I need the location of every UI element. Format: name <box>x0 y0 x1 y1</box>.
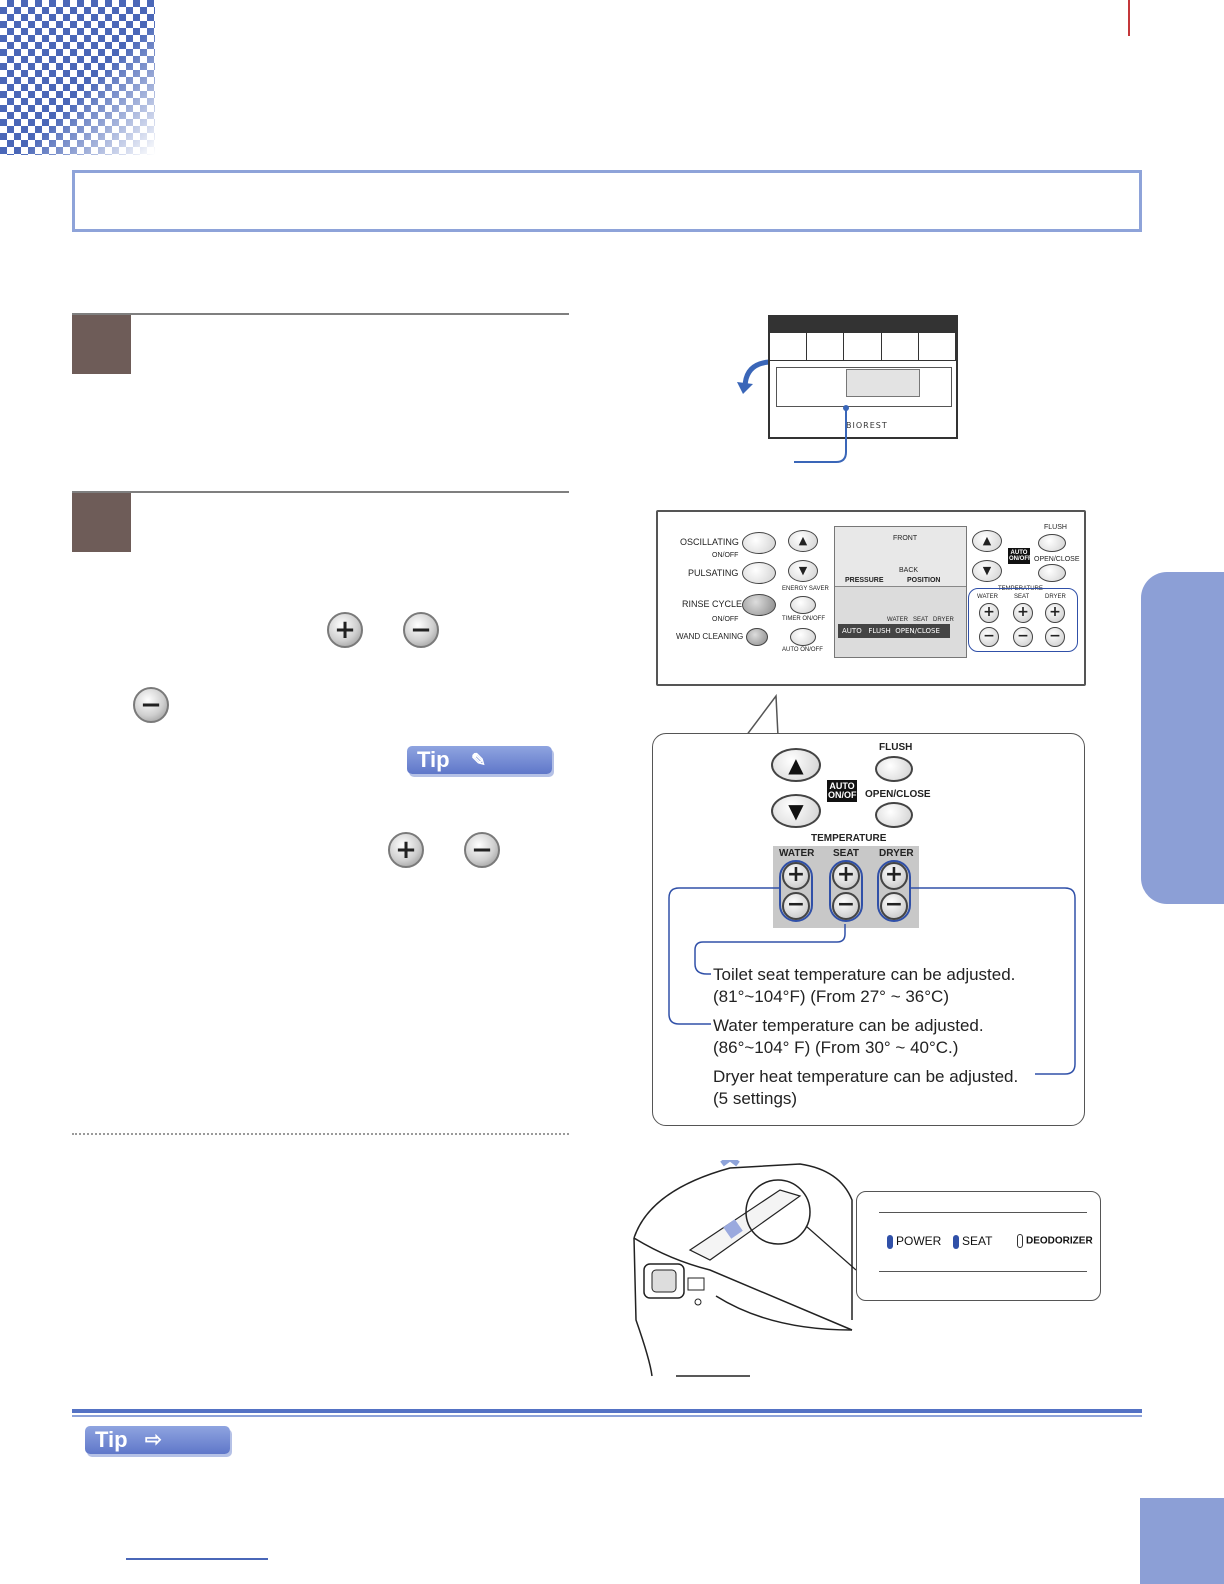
temperature-zoom-callout <box>652 733 1085 1126</box>
wand-cleaning-label: WAND CLEANING <box>676 632 744 641</box>
panel-flush-label: FLUSH <box>1044 524 1067 531</box>
panel-temp-dryer-label: DRYER <box>1045 594 1066 600</box>
zoom-open-close-label: OPEN/CLOSE <box>865 789 931 800</box>
step-1-number-block <box>72 315 131 374</box>
auto-tag-bottom: ON/OFF <box>828 790 862 800</box>
remote-leader-line <box>792 404 852 466</box>
dryer-temp-line2: (5 settings) <box>713 1089 798 1108</box>
toilet-seat-illustration <box>630 1160 860 1380</box>
step-2-rule <box>72 491 569 493</box>
lcd-back-label: BACK <box>899 567 919 574</box>
lid-up-arrow-icon: ▲ <box>972 530 1002 552</box>
footer-underline <box>126 1558 268 1560</box>
panel-flush-button <box>1038 534 1066 552</box>
pressure-down-arrow-icon: ▼ <box>788 560 818 582</box>
panel-temperature-group <box>968 588 1078 652</box>
remote-top-strip <box>770 317 956 333</box>
tip-badge-bottom <box>85 1426 230 1454</box>
lcd-front-label: FRONT <box>893 535 918 542</box>
minus-button-icon: − <box>464 832 500 868</box>
lcd-status-bar <box>838 624 950 638</box>
panel-auto-onoff-tag: AUTO ON/OFF <box>1009 550 1032 562</box>
zoom-seat-minus-icon: − <box>832 892 860 920</box>
seat-temp-description <box>713 964 1015 1008</box>
lcd-water-label: WATER <box>887 617 908 623</box>
lcd-auto-label: AUTO <box>842 627 862 635</box>
panel-dryer-minus-icon: − <box>1045 627 1065 647</box>
zoom-seat-label: SEAT <box>833 848 859 859</box>
lcd-flush-label: FLUSH <box>868 627 891 635</box>
panel-temperature-label: TEMPERATURE <box>998 586 1043 592</box>
energy-saver-label: ENERGY SAVER <box>782 586 829 592</box>
section-title-box <box>72 170 1142 232</box>
panel-temp-seat-label: SEAT <box>1014 594 1030 600</box>
bottom-rule-thick <box>72 1409 1142 1413</box>
remote-brand-label: BIOREST <box>846 421 888 430</box>
lcd-pressure-label: PRESSURE <box>845 577 884 584</box>
step-2-number-block <box>72 493 131 552</box>
dryer-temp-line1: Dryer heat temperature can be adjusted. <box>713 1067 1019 1086</box>
zoom-water-minus-icon: − <box>782 892 810 920</box>
zoom-water-plus-icon: + <box>782 862 810 890</box>
pulsating-button <box>742 562 776 584</box>
arrow-right-icon: ⇨ <box>145 1429 162 1451</box>
lcd-seat-label: SEAT <box>913 617 929 623</box>
rinse-cycle-label: RINSE CYCLE <box>682 599 743 609</box>
panel-water-plus-icon: + <box>979 603 999 623</box>
seat-indicator-label: SEAT <box>962 1234 993 1248</box>
auto-onoff-button <box>790 628 816 646</box>
zoom-dryer-plus-icon: + <box>880 862 908 890</box>
oscillating-onoff-label: ON/OFF <box>712 552 739 559</box>
auto-onoff-label: AUTO ON/OFF <box>782 647 823 653</box>
zoom-dryer-minus-icon: − <box>880 892 908 920</box>
timer-onoff-label: TIMER ON/OFF <box>782 616 825 622</box>
indicator-top-line <box>879 1212 1087 1213</box>
panel-seat-plus-icon: + <box>1013 603 1033 623</box>
indicator-bottom-line <box>879 1271 1087 1272</box>
seat-temp-line2: (81°~104°F) (From 27° ~ 36°C) <box>713 987 949 1006</box>
panel-lcd-display <box>834 526 967 658</box>
pencil-icon: ✎ <box>471 750 487 770</box>
rinse-cycle-button <box>742 594 776 616</box>
wand-cleaning-button <box>746 628 768 646</box>
tip-badge-inline <box>407 746 552 774</box>
water-temp-line1: Water temperature can be adjusted. <box>713 1016 984 1035</box>
minus-button-icon: − <box>403 612 439 648</box>
deodorizer-led-icon <box>1017 1234 1023 1248</box>
pressure-up-arrow-icon: ▲ <box>788 530 818 552</box>
lcd-dryer-label: DRYER <box>933 617 954 623</box>
minus-button-icon: − <box>133 687 169 723</box>
seat-indicator <box>953 1234 992 1249</box>
panel-water-minus-icon: − <box>979 627 999 647</box>
power-indicator <box>887 1234 941 1249</box>
panel-open-close-button <box>1038 564 1066 582</box>
panel-seat-minus-icon: − <box>1013 627 1033 647</box>
power-indicator-label: POWER <box>896 1234 942 1248</box>
water-temp-description <box>713 1015 984 1059</box>
tip-label: Tip <box>417 747 450 772</box>
diamond-pattern-decoration <box>0 0 155 155</box>
power-led-icon <box>887 1235 893 1249</box>
page-number-block <box>1140 1498 1224 1584</box>
pulsating-label: PULSATING <box>688 568 739 578</box>
panel-temp-water-label: WATER <box>977 594 998 600</box>
zoom-up-arrow-icon: ▲ <box>771 748 821 782</box>
dryer-temp-description <box>713 1066 1018 1110</box>
plus-button-icon: + <box>388 832 424 868</box>
lcd-position-label: POSITION <box>907 577 941 584</box>
seat-led-icon <box>953 1235 959 1249</box>
remote-function-row <box>770 333 956 361</box>
bottom-tip-label: Tip <box>95 1427 128 1452</box>
bottom-rule-thin <box>72 1415 1142 1417</box>
zoom-seat-plus-icon: + <box>832 862 860 890</box>
zoom-dryer-label: DRYER <box>879 848 914 859</box>
dotted-divider <box>72 1133 569 1135</box>
zoom-temperature-label: TEMPERATURE <box>811 833 887 844</box>
oscillating-label: OSCILLATING <box>680 537 739 547</box>
auto-tag-top: AUTO <box>829 781 855 791</box>
rinse-onoff-label: ON/OFF <box>712 616 739 623</box>
panel-dryer-plus-icon: + <box>1045 603 1065 623</box>
step-1-rule <box>72 313 569 315</box>
remote-lcd <box>846 369 920 397</box>
zoom-down-arrow-icon: ▼ <box>771 794 821 828</box>
indicator-lights-callout <box>856 1191 1101 1301</box>
seat-temp-line1: Toilet seat temperature can be adjusted. <box>713 965 1016 984</box>
chapter-side-tab <box>1141 572 1224 904</box>
deodorizer-indicator <box>1017 1234 1093 1248</box>
water-temp-line2: (86°~104° F) (From 30° ~ 40°C.) <box>713 1038 959 1057</box>
top-red-rule <box>1128 0 1130 36</box>
deodorizer-indicator-label: DEODORIZER <box>1026 1235 1093 1247</box>
oscillating-button <box>742 532 776 554</box>
plus-button-icon: + <box>327 612 363 648</box>
zoom-flush-label: FLUSH <box>879 742 913 753</box>
panel-open-close-label: OPEN/CLOSE <box>1034 556 1080 563</box>
lcd-open-close-label: OPEN/CLOSE <box>895 627 940 635</box>
timer-button <box>790 596 816 614</box>
callout-pointer <box>730 694 790 736</box>
lid-down-arrow-icon: ▼ <box>972 560 1002 582</box>
zoom-water-label: WATER <box>779 848 815 859</box>
control-panel-illustration <box>656 510 1086 686</box>
